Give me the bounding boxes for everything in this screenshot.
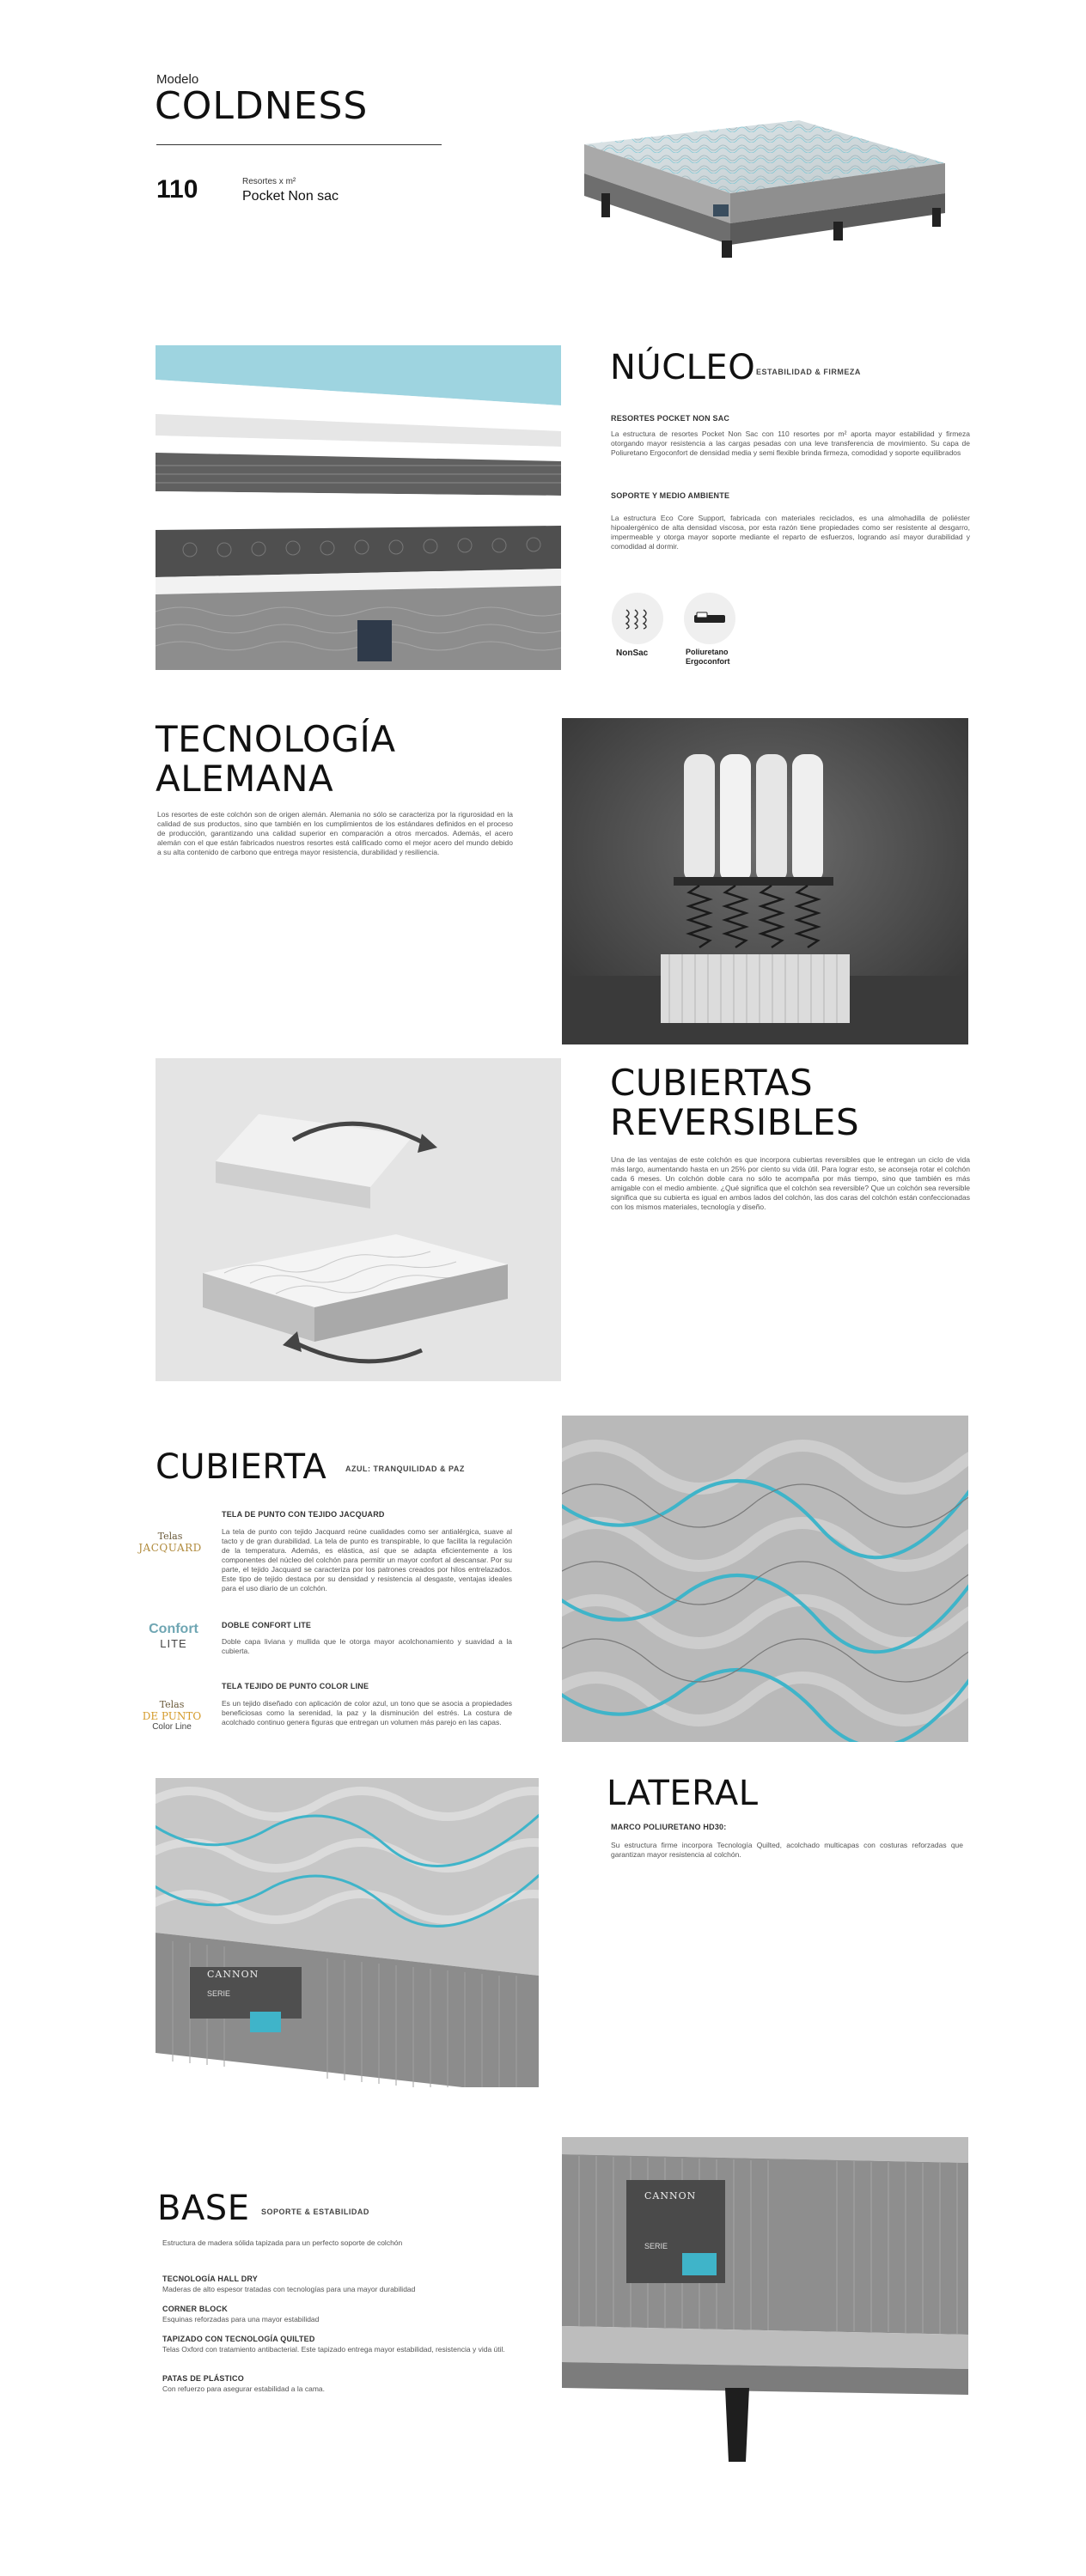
- confort-logo-line1: Confort: [149, 1622, 198, 1636]
- cubiertas-text: Una de las ventajas de este colchón es que incorpora cubiertas reversibles que le entregan un ciclo de vida más largo, aumentando hasta en un 25% por ciento su vida útil. Para lograr esto, se aconseja rotar el colchón cada 6 meses. Un colchón doble cara no sólo te acompaña por más tiempo, sino que también es más amigable con el medio ambiente. ¿Qué significa que el colchón sea reversible? Que un colchón sea reversible significa que su cubierta es igual en ambos lados del colchón, las dos caras del colchón están confeccionadas con los mismos materiales, tecnología y diseño.: [611, 1155, 970, 1211]
- reversible-mattress-image: [156, 1058, 561, 1381]
- base-text4: Con refuerzo para asegurar estabilidad a la cama.: [162, 2384, 325, 2393]
- nucleo-sub1: RESORTES POCKET NON SAC: [611, 414, 730, 423]
- bed-base-image: [562, 2137, 968, 2462]
- colorline-logo-line2: DE PUNTO: [142, 1710, 202, 1722]
- cubierta-text1: La tela de punto con tejido Jacquard reúne cualidades como ser antialérgica, suave al tacto y de gran durabilidad. La tela de punto es transpirable, lo que facilita la regulación de la temperatura. Además, es elástica, así que se adapta eficientemente a los componentes del núcleo del colchón para permitir un mayor confort al descansar. Por su parte, el tejido Jacquard se caracteriza por los patrones creados por hilos entrelazados. Este tipo de tejido destaca por su densidad y resistencia al desgaste, ventajas ideales para el uso diario de un colchón.: [222, 1527, 512, 1592]
- cubierta-sub1: TELA DE PUNTO CON TEJIDO JACQUARD: [222, 1510, 385, 1519]
- quilted-fabric-closeup-image: [562, 1416, 968, 1742]
- base-label-line: SERIE: [644, 2242, 668, 2250]
- spring-unit: Resortes x m²: [242, 177, 296, 186]
- foam-label-line2: Ergoconfort: [686, 657, 730, 666]
- lateral-title: LATERAL: [607, 1774, 759, 1813]
- foam-label-line1: Poliuretano: [686, 648, 729, 656]
- cubierta-title: CUBIERTA: [156, 1447, 327, 1487]
- model-label: Modelo: [156, 72, 199, 87]
- base-intro: Estructura de madera sólida tapizada para un perfecto soporte de colchón: [162, 2238, 403, 2247]
- nonsac-icon: [612, 593, 663, 644]
- nucleo-sub2: SOPORTE Y MEDIO AMBIENTE: [611, 491, 730, 500]
- base-tag: SOPORTE & ESTABILIDAD: [261, 2208, 369, 2216]
- lateral-text: Su estructura firme incorpora Tecnología Quilted, acolchado multicapas con costuras reforzadas que garantizan mayor resistencia al colchón.: [611, 1841, 963, 1859]
- base-text2: Esquinas reforzadas para una mayor estabilidad: [162, 2315, 320, 2323]
- cubierta-text2: Doble capa liviana y mullida que le otorga mayor acolchonamiento y suavidad a la cubierta.: [222, 1637, 512, 1655]
- mattress-side-image: [156, 1778, 539, 2104]
- colorline-logo-line3: Color Line: [152, 1722, 192, 1732]
- tecnologia-title-line1: TECNOLOGÍA: [156, 718, 396, 760]
- header-divider: [156, 144, 442, 145]
- tecnologia-title-line2: ALEMANA: [156, 758, 334, 800]
- base-text3: Telas Oxford con tratamiento antibacterial. Este tapizado entrega mayor estabilidad, resistencia y vida útil.: [162, 2345, 505, 2354]
- base-sub1: TECNOLOGÍA HALL DRY: [162, 2275, 258, 2283]
- confort-lite-logo: [137, 1622, 210, 1650]
- base-sub4: PATAS DE PLÁSTICO: [162, 2374, 244, 2383]
- side-label-name: CANNON: [207, 1969, 259, 1980]
- foam-icon: [684, 593, 735, 644]
- base-title: BASE: [157, 2189, 250, 2228]
- jacquard-logo-line2: JACQUARD: [138, 1542, 202, 1554]
- model-name: COLDNESS: [155, 84, 369, 128]
- spring-type: Pocket Non sac: [242, 189, 339, 204]
- nucleo-text1: La estructura de resortes Pocket Non Sac con 110 resortes por m² aporta mayor estabilidad y firmeza otorgando mayor resistencia a las cargas pesadas con una leve transferencia de movimiento. Su capa de Poliuretano Ergoconfort de densidad media y semi flexible brinda firmeza, comodidad y soporte equilibrados: [611, 429, 970, 457]
- jacquard-logo-line1: Telas: [157, 1531, 183, 1542]
- base-sub3: TAPIZADO CON TECNOLOGÍA QUILTED: [162, 2335, 315, 2343]
- cubiertas-title-line2: REVERSIBLES: [610, 1101, 860, 1143]
- cubierta-tag: AZUL: TRANQUILIDAD & PAZ: [345, 1465, 465, 1473]
- nucleo-title: NÚCLEO: [610, 348, 756, 387]
- spring-count: 110: [156, 175, 198, 204]
- mattress-layers-image: [156, 345, 561, 670]
- color-line-logo: [136, 1699, 208, 1732]
- springs-image: [562, 718, 968, 1044]
- nucleo-tag: ESTABILIDAD & FIRMEZA: [756, 368, 861, 376]
- cubierta-text3: Es un tejido diseñado con aplicación de color azul, un tono que se asocia a propiedades beneficiosas como la serenidad, la paz y la disminución del estrés. La costura de acolchado continuo genera figuras que entregan un volumen más parejo en las capas.: [222, 1699, 512, 1726]
- bed-hero-image: [567, 112, 962, 258]
- base-text1: Maderas de alto espesor tratadas con tecnologías para una mayor durabilidad: [162, 2285, 416, 2293]
- side-label-line: SERIE: [207, 1989, 231, 1998]
- tecnologia-text: Los resortes de este colchón son de origen alemán. Alemania no sólo se caracteriza por la rigurosidad en la calidad de sus productos, sino que también en los cumplimientos de los estándares definidos en el proceso de producción, garantizando una calidad superior en comparación a otros mercados. Además, el acero alemán con el que están fabricados nuestros resortes está calificado como el mejor acero del mundo debido a su alta contenido de carbono que entrega mayor resistencia, durabilidad y resiliencia.: [157, 810, 513, 856]
- nucleo-text2: La estructura Eco Core Support, fabricada con materiales reciclados, es una almohadilla de poliéster hipoalergénico de alta densidad viscosa, por esta razón tiene propiedades como ser resistente al desgarro, impermeable y otorga mayor soporte mediante el reparto de esfuerzos, logrando así mayor durabilidad y comodidad al dormir.: [611, 514, 970, 551]
- colorline-logo-line1: Telas: [159, 1699, 185, 1710]
- base-sub2: CORNER BLOCK: [162, 2305, 228, 2313]
- cubiertas-title-line1: CUBIERTAS: [610, 1062, 814, 1104]
- lateral-sub: MARCO POLIURETANO HD30:: [611, 1823, 727, 1831]
- jacquard-logo: [134, 1531, 206, 1554]
- base-label-name: CANNON: [644, 2190, 697, 2201]
- cubierta-sub3: TELA TEJIDO DE PUNTO COLOR LINE: [222, 1682, 369, 1690]
- nonsac-label: NonSac: [616, 649, 649, 658]
- cubierta-sub2: DOBLE CONFORT LITE: [222, 1621, 312, 1629]
- confort-logo-line2: LITE: [160, 1637, 187, 1650]
